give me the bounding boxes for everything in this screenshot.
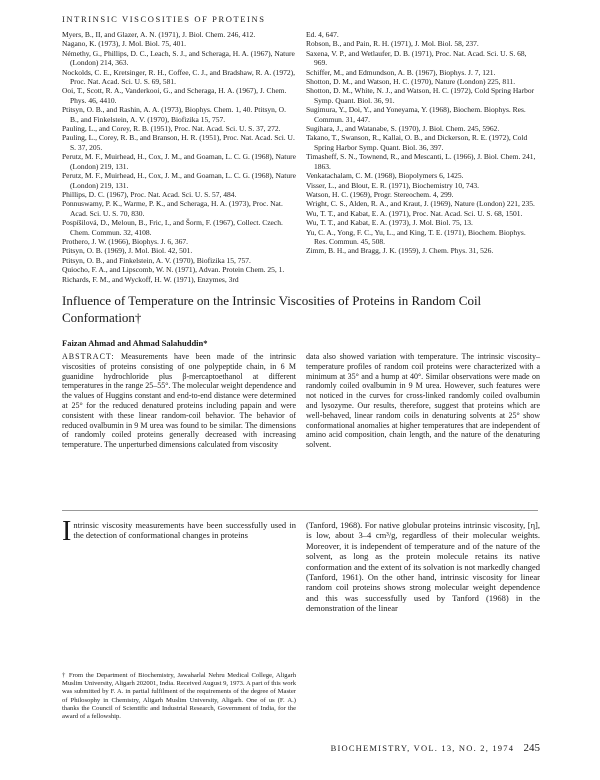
reference-entry: Watson, H. C. (1969), Progr. Stereochem. 4, 299.: [306, 189, 454, 199]
reference-entry: Venkatachalam, C. M. (1968), Biopolymers 6, 1425.: [306, 171, 464, 181]
reference-entry: Nockolds, C. E., Kretsinger, R. H., Coffee, C. J., and Bradshaw, R. A. (1972), Proc. Nat. Acad. Sci. U. S. 69, 581.: [62, 67, 296, 87]
reference-entry: Ooi, T., Scott, R. A., Vanderkooi, G., and Scheraga, H. A. (1967), J. Chem. Phys. 46, 4410.: [62, 86, 287, 105]
reference-entry: Wright, C. S., Alden, R. A., and Kraut, J. (1969), Nature (London) 221, 235.: [306, 199, 535, 209]
reference-entry: Timasheff, S. N., Townend, R., and Mescanti, L. (1966), J. Biol. Chem. 241, 1863.: [306, 152, 536, 171]
reference-entry: Yu, C. A., Yong, F. C., Yu, L., and King, T. E. (1971), Biochem. Biophys. Res. Commun. 45, 508.: [306, 227, 526, 246]
reference-entry: Ptitsyn, O. B., and Rashin, A. A. (1973), Biophys. Chem. 1, 40. Ptitsyn, O. B., and Finkelstein, A. V. (1970), Biofizika 15, 757.: [62, 105, 286, 124]
page-footer: [331, 742, 540, 754]
reference-entry: Takano, T., Swanson, R., Kallai, O. B., and Dickerson, R. E. (1972), Cold Spring Harbor Symp. Quant. Biol. 36, 397.: [306, 133, 528, 152]
drop-cap: I: [62, 516, 72, 547]
body-text-left: ntrinsic viscosity measurements have been successfully used in the detection of conformational changes in proteins: [73, 520, 296, 541]
reference-entry: Sugihara, J., and Watanabe, S. (1970), J. Biol. Chem. 245, 5962.: [306, 124, 500, 134]
reference-entry: Prothero, J. W. (1966), Biophys. J. 6, 367.: [62, 236, 189, 246]
reference-entry: Pauling, L., and Corey, R. B. (1951), Proc. Nat. Acad. Sci. U. S. 37, 272.: [62, 124, 281, 134]
reference-entry: Quiocho, F. A., and Lipscomb, W. N. (1971), Advan. Protein Chem. 25, 1.: [62, 265, 285, 275]
article-title: Influence of Temperature on the Intrinsic Viscosities of Proteins in Random Coil Conformation†: [62, 293, 482, 325]
reference-entry: Perutz, M. F., Muirhead, H., Cox, J. M., and Goaman, L. C. G. (1968), Nature (London) 219, 131.: [62, 152, 296, 171]
reference-entry: Richards, F. M., and Wyckoff, H. W. (1971), Enzymes, 3rd: [62, 274, 239, 284]
article-authors: Faizan Ahmad and Ahmad Salahuddin*: [62, 338, 208, 348]
references-right-column: [306, 30, 540, 256]
reference-entry: Myers, B., II, and Glazer, A. N. (1971), J. Biol. Chem. 246, 412.: [62, 30, 256, 39]
body-text-right: (Tanford, 1968). For native globular proteins intrinsic viscosity, [η], is low, about 3–4 cm³/g, regardless of their molecular weights. Moreover, it is independent of temperature and of the nature of the solvent, as long as the protein molecule retains its native conformation and the extent of its solvation is not markedly changed (Tanford, 1961). On the other hand, intrinsic viscosity for linear random coil proteins shows strong molecular weight dependence and this was successfully used by Tanford (1968) in the demonstration of the linear: [306, 520, 540, 614]
body-left-column: [62, 516, 296, 547]
reference-entry: Visser, L., and Blout, E. R. (1971), Biochemistry 10, 743.: [306, 180, 479, 190]
reference-entry: Ptitsyn, O. B., and Finkelstein, A. V. (1970), Biofizika 15, 757.: [62, 255, 251, 265]
reference-entry: Schiffer, M., and Edmundson, A. B. (1967), Biophys. J. 7, 121.: [306, 67, 496, 77]
reference-entry: Nagano, K. (1973), J. Mol. Biol. 75, 401.: [62, 39, 186, 49]
reference-entry: Zimm, B. H., and Bragg, J. K. (1959), J. Chem. Phys. 31, 526.: [306, 246, 494, 256]
abstract-text-right: data also showed variation with temperature. The intrinsic viscosity–temperature profiles of random coil proteins were characterized with a minimum at 35° and a hump at 40°. Similar observations were made on randomly coiled ovalbumin in 9 M urea. However, such features were not noticed in the curves for cross-linked randomly coiled ovalbumin and lysozyme. Our results, therefore, suggest that proteins which are well-behaved, linear random coils in denaturing solvents at 25° show conformational anomalies at higher temperatures that are independent of amino acid composition, chain length, and the nature of the denaturing solvent.: [306, 352, 540, 450]
reference-entry: Pospíšilová, D., Meloun, B., Fric, I., and Šorm, F. (1967), Collect. Czech. Chem. Commun. 32, 4108.: [62, 218, 283, 237]
page-number: 245: [523, 742, 540, 754]
journal-citation: BIOCHEMISTRY, VOL. 13, NO. 2, 1974: [330, 743, 515, 753]
abstract-label: ABSTRACT:: [62, 352, 115, 361]
affiliation-footnote: † From the Department of Biochemistry, Jawaharlal Nehru Medical College, Aligarh Muslim University, Aligarh 202001, India. Received August 9, 1973. A part of this work was submitted by F. A. in partial fulfilment of the requirements of the degree of Master of Philosophy in Chemistry, Aligarh Muslim University, Aligarh. One of us (F. A.) thanks the Council of Scientific and Industrial Research, Government of India, for the award of a fellowship.: [62, 672, 296, 721]
reference-entry: Shotton, D. M., and Watson, H. C. (1970), Nature (London) 225, 811.: [306, 77, 516, 87]
reference-entry: Phillips, D. C. (1967), Proc. Nat. Acad. Sci. U. S. 57, 484.: [62, 189, 237, 199]
reference-entry: Shotton, D. M., White, N. J., and Watson, H. C. (1972), Cold Spring Harbor Symp. Quant. Biol. 36, 91.: [306, 86, 535, 105]
reference-entry: Ed. 4, 647.: [306, 30, 339, 39]
reference-entry: Wu, T. T., and Kabat, E. A. (1973), J. Mol. Biol. 75, 13.: [306, 218, 473, 228]
body-right-column: [306, 520, 540, 614]
reference-entry: Saxena, V. P., and Wetlaufer, D. B. (1971), Proc. Nat. Acad. Sci. U. S. 68, 969.: [306, 48, 527, 68]
reference-entry: Ponnuswamy, P. K., Warme, P. K., and Scheraga, H. A. (1973), Proc. Nat. Acad. Sci. U. S. 70, 830.: [62, 199, 283, 218]
abstract-text-left: Measurements have been made of the intrinsic viscosities of proteins consisting of one polypeptide chain, in 6 M guanidine hydrochloride plus β-mercaptoethanol at different temperatures in the range 25–55°. The molecular weight dependence and the values of Huggins constant and end-to-end distance were determined at 25° for the reduced denatured proteins including papain and were consistent with these linear random-coil behavior. The behavior of reduced ovalbumin in 9 M urea was found to be similar. The dimensions of randomly coiled proteins generally decreased with increasing temperature. The unperturbed dimensions calculated from viscosity: [62, 352, 297, 450]
section-divider: [62, 510, 538, 511]
reference-entry: Perutz, M. F., Muirhead, H., Cox, J. M., and Goaman, L. C. G. (1968), Nature (London) 219, 131.: [62, 171, 296, 190]
abstract-right-column: [306, 352, 540, 450]
references-left-column: [62, 30, 296, 284]
abstract-left-column: [62, 352, 296, 450]
reference-entry: Némethy, G., Phillips, D. C., Leach, S. J., and Scheraga, H. A. (1967), Nature (London) 214, 363.: [62, 48, 295, 68]
reference-entry: Sugimura, Y., Doi, Y., and Yoneyama, Y. (1968), Biochem. Biophys. Res. Commun. 31, 447.: [306, 105, 526, 124]
reference-entry: Pauling, L., Corey, R. B., and Branson, H. R. (1951), Proc. Nat. Acad. Sci. U. S. 37, 205.: [62, 133, 295, 152]
running-head: INTRINSIC VISCOSITIES OF PROTEINS: [62, 14, 266, 24]
reference-entry: Wu, T. T., and Kabat, E. A. (1971), Proc. Nat. Acad. Sci. U. S. 68, 1501.: [306, 208, 523, 218]
reference-entry: Ptitsyn, O. B. (1969), J. Mol. Biol. 42, 501.: [62, 246, 193, 256]
reference-entry: Robson, B., and Pain, R. H. (1971), J. Mol. Biol. 58, 237.: [306, 39, 479, 49]
